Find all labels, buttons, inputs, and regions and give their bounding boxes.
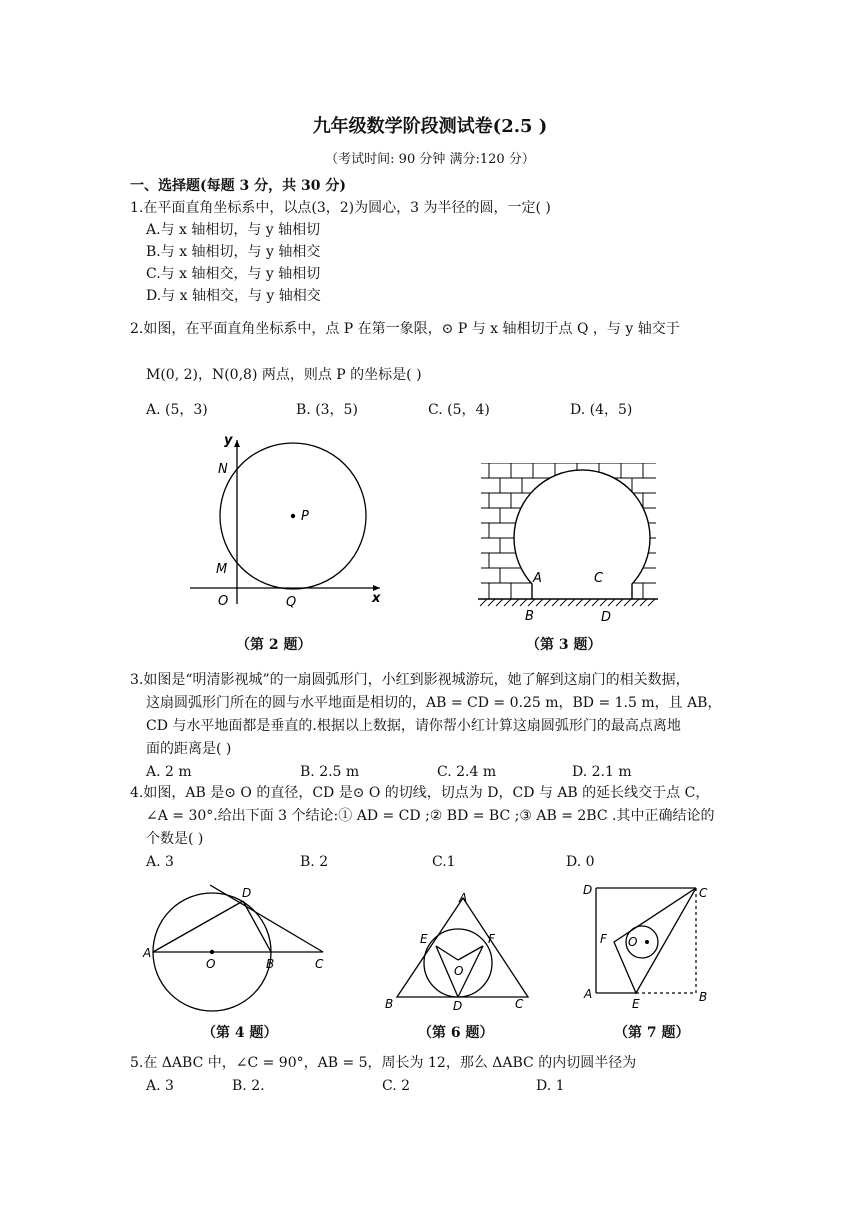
figure-6-caption: （第 6 题） (418, 1025, 494, 1041)
figure-4-caption: （第 4 题） (202, 1025, 278, 1041)
fig6-label-o: O (454, 964, 464, 978)
question-1-option-c: C.与 x 轴相交，与 y 轴相切 (146, 266, 321, 282)
figure-6-diagram (380, 888, 530, 1013)
question-2-option-d: D. (4，5) (570, 402, 633, 418)
question-3-line4: 面的距离是( ) (146, 741, 232, 757)
question-2-stem-line1: 2.如图，在平面直角坐标系中，点 P 在第一象限，⊙ P 与 x 轴相切于点 Q ，与 y 轴交于 (130, 321, 680, 337)
question-3-line3: CD 与水平地面都是垂直的.根据以上数据，请你帮小红计算这扇圆弧形门的最高点离地 (146, 718, 681, 734)
fig7-label-d: D (583, 883, 593, 897)
question-4-option-b: B. 2 (300, 854, 329, 870)
fig6-label-f: F (488, 932, 495, 946)
question-2-option-c: C. (5，4) (428, 402, 490, 418)
fig7-label-a: A (584, 987, 593, 1001)
fig6-label-e: E (420, 932, 428, 946)
question-5-option-c: C. 2 (382, 1078, 411, 1094)
fig4-label-b: B (266, 957, 275, 971)
question-1-option-d: D.与 x 轴相交，与 y 轴相交 (146, 288, 321, 304)
question-3-option-d: D. 2.1 m (572, 764, 632, 780)
fig2-label-m: M (216, 562, 228, 577)
fig2-label-q: Q (286, 595, 297, 610)
question-3-option-b: B. 2.5 m (300, 764, 360, 780)
fig2-label-p: P (301, 509, 309, 524)
figure-4-diagram (140, 880, 340, 1020)
question-3-line1: 3.如图是“明清影视城”的一扇圆弧形门，小红到影视城游玩，她了解到这扇门的相关数据， (130, 672, 690, 688)
fig7-label-o: O (628, 935, 638, 949)
question-4-line2: ∠A = 30°.给出下面 3 个结论:① AD = CD ;② BD = BC ;③ AB = 2BC .其中正确结论的 (146, 808, 715, 824)
figure-3-diagram (474, 458, 664, 626)
section-heading: 一、选择题(每题 3 分，共 30 分) (130, 178, 346, 194)
question-5-option-b: B. 2. (232, 1078, 265, 1094)
question-2-stem-line2: M(0, 2)，N(0,8) 两点，则点 P 的坐标是( ) (146, 367, 422, 383)
fig3-label-c: C (594, 571, 604, 586)
figure-7-caption: （第 7 题） (614, 1025, 690, 1041)
question-4-line3: 个数是( ) (146, 831, 204, 847)
question-1-stem: 1.在平面直角坐标系中，以点(3，2)为圆心，3 为半径的圆，一定( ) (130, 200, 551, 216)
question-1-option-b: B.与 x 轴相切，与 y 轴相交 (146, 244, 321, 260)
question-5-option-a: A. 3 (146, 1078, 174, 1094)
fig3-label-a: A (533, 571, 542, 586)
fig4-label-d: D (242, 886, 252, 900)
figure-7-diagram (578, 880, 718, 1015)
fig6-label-a: A (459, 891, 468, 905)
fig6-label-d: D (453, 999, 463, 1013)
question-3-option-c: C. 2.4 m (437, 764, 497, 780)
exam-info: （考试时间: 90 分钟 满分:120 分） (325, 152, 535, 167)
question-1-option-a: A.与 x 轴相切，与 y 轴相切 (146, 222, 321, 238)
question-3-option-a: A. 2 m (146, 764, 192, 780)
fig4-label-c: C (315, 957, 324, 971)
fig6-label-b: B (385, 997, 394, 1011)
question-5-option-d: D. 1 (536, 1078, 565, 1094)
page-title: 九年级数学阶段测试卷(2.5 ) (312, 116, 548, 137)
fig4-label-a: A (143, 946, 152, 960)
figure-2-diagram (180, 428, 400, 608)
fig4-label-o: O (206, 957, 216, 971)
fig2-label-x: x (372, 591, 381, 606)
question-4-option-d: D. 0 (566, 854, 595, 870)
question-4-line1: 4.如图，AB 是⊙ O 的直径，CD 是⊙ O 的切线，切点为 D，CD 与 AB 的延长线交于点 C， (130, 785, 710, 801)
fig3-label-b: B (525, 609, 534, 624)
figure-3-caption: （第 3 题） (526, 637, 602, 653)
question-4-option-a: A. 3 (146, 854, 174, 870)
fig7-label-b: B (699, 990, 708, 1004)
question-2-option-b: B. (3，5) (296, 402, 358, 418)
figure-2-caption: （第 2 题） (236, 637, 312, 653)
fig2-label-n: N (218, 462, 228, 477)
fig3-label-d: D (601, 610, 612, 625)
fig6-label-c: C (515, 997, 524, 1011)
fig2-label-o: O (218, 594, 229, 609)
fig7-label-c: C (699, 886, 708, 900)
fig7-label-e: E (632, 997, 640, 1011)
question-2-option-a: A. (5，3) (146, 402, 208, 418)
question-5-stem: 5.在 ΔABC 中，∠C = 90°，AB = 5，周长为 12，那么 ΔABC 的内切圆半径为 (130, 1055, 637, 1071)
fig2-label-y: y (224, 433, 233, 448)
fig7-label-f: F (600, 932, 607, 946)
question-3-line2: 这扇圆弧形门所在的圆与水平地面是相切的，AB = CD = 0.25 m，BD = 1.5 m，且 AB， (146, 695, 722, 711)
question-4-option-c: C.1 (432, 854, 456, 870)
